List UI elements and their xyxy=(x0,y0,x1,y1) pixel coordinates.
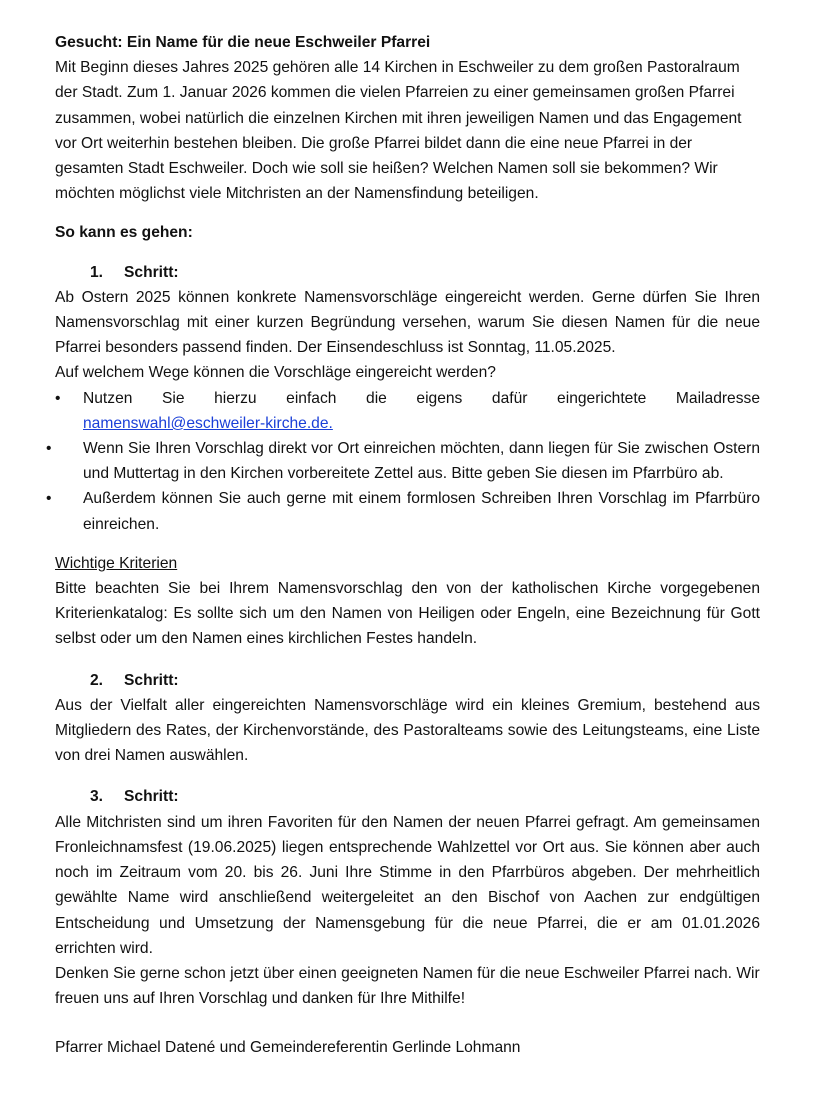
step2-paragraph: Aus der Vielfalt aller eingereichten Namensvorschläge wird ein kleines Gremium, bestehend aus Mitgliedern des Rates, der Kirchenvorstände, des Pastoralteams sowie des Leitungsteams, eine Liste von drei Namen auswählen. xyxy=(55,696,760,765)
intro-paragraph: Mit Beginn dieses Jahres 2025 gehören alle 14 Kirchen in Eschweiler zu dem großen Pastoralraum der Stadt. Zum 1. Januar 2026 kommen die vielen Pfarreien zu einer gemeinsamen großen Pfarrei zusammen, wobei natürlich die einzelnen Kirchen mit ihren jeweiligen Namen und das Engagement vor Ort weiterhin bestehen bleiben. Die große Pfarrei bildet dann die eine neue Pfarrei in der gesamten Stadt Eschweiler. Doch wie soll sie heißen? Welchen Namen soll sie bekommen? Wir möchten möglichst viele Mitchristen an der Namensfindung beteiligen. xyxy=(55,59,742,203)
step3-heading xyxy=(55,784,760,809)
step2-heading xyxy=(55,668,760,693)
step3-label: Schritt: xyxy=(124,788,179,806)
bullet-icon: • xyxy=(46,440,52,458)
bullet-icon: • xyxy=(46,490,52,508)
step3-paragraph: Alle Mitchristen sind um ihren Favoriten für den Namen der neuen Pfarrei gefragt. Am gemeinsamen Fronleichnamsfest (19.06.2025) liegen entsprechende Wahlzettel vor Ort aus. Sie können aber auch noch im Zeitraum vom 20. bis 26. Juni Ihre Stimme in den Pfarrbüros abgeben. Der mehrheitlich gewählte Name wird anschließend weitergeleitet an den Bischof von Aachen zur endgültigen Entscheidung und Umsetzung der Namensgebung für die neue Pfarrei, die er am 01.01.2026 errichten wird. xyxy=(55,813,760,957)
step1-label: Schritt: xyxy=(124,263,179,281)
list-item xyxy=(55,386,760,411)
email-link[interactable]: namenswahl@eschweiler-kirche.de. xyxy=(83,414,333,432)
how-heading: So kann es gehen: xyxy=(55,224,193,242)
signature: Pfarrer Michael Datené und Gemeindereferentin Gerlinde Lohmann xyxy=(55,1039,521,1057)
list-item xyxy=(46,486,760,536)
list-item xyxy=(55,411,760,436)
step2-number: 2. xyxy=(90,671,104,689)
step2-label: Schritt: xyxy=(124,671,179,689)
page-title: Gesucht: Ein Name für die neue Eschweiler Pfarrei xyxy=(55,34,431,51)
step1-paragraph: Ab Ostern 2025 können konkrete Namensvorschläge eingereicht werden. Gerne dürfen Sie Ihren Namensvorschlag mit einer kurzen Begründung versehen, warum Sie diesen Namen für die neue Pfarrei besonders passend finden. Der Einsendeschluss ist Sonntag, 11.05.2025. xyxy=(55,288,760,357)
step1-number: 1. xyxy=(90,263,104,281)
document-page xyxy=(46,30,760,1061)
bullet1-text: Nutzen Sie hierzu einfach die eigens dafür eingerichtete Mailadresse xyxy=(83,389,760,407)
bullet-icon: • xyxy=(55,389,61,407)
step3-number: 3. xyxy=(90,788,104,806)
step1-heading xyxy=(55,260,760,285)
step1-question: Auf welchem Wege können die Vorschläge eingereicht werden? xyxy=(55,364,496,382)
bullet2-text: Wenn Sie Ihren Vorschlag direkt vor Ort einreichen möchten, dann liegen für Sie zwischen Ostern und Muttertag in den Kirchen vorbereitete Zettel aus. Bitte geben Sie diesen im Pfarrbüro ab. xyxy=(83,440,760,483)
list-item xyxy=(46,436,760,486)
criteria-paragraph: Bitte beachten Sie bei Ihrem Namensvorschlag den von der katholischen Kirche vorgegebenen Kriterienkatalog: Es sollte sich um den Namen von Heiligen oder Engeln, eine Bezeichnung für Gott selbst oder um den Namen eines kirchlichen Festes handeln. xyxy=(55,580,760,648)
criteria-heading: Wichtige Kriterien xyxy=(55,554,178,572)
submission-methods-list xyxy=(46,386,760,537)
bullet3-text: Außerdem können Sie auch gerne mit einem formlosen Schreiben Ihren Vorschlag im Pfarrbüro einreichen. xyxy=(83,490,760,533)
closing-paragraph: Denken Sie gerne schon jetzt über einen geeigneten Namen für die neue Eschweiler Pfarrei nach. Wir freuen uns auf Ihren Vorschlag und danken für Ihre Mithilfe! xyxy=(55,964,760,1008)
